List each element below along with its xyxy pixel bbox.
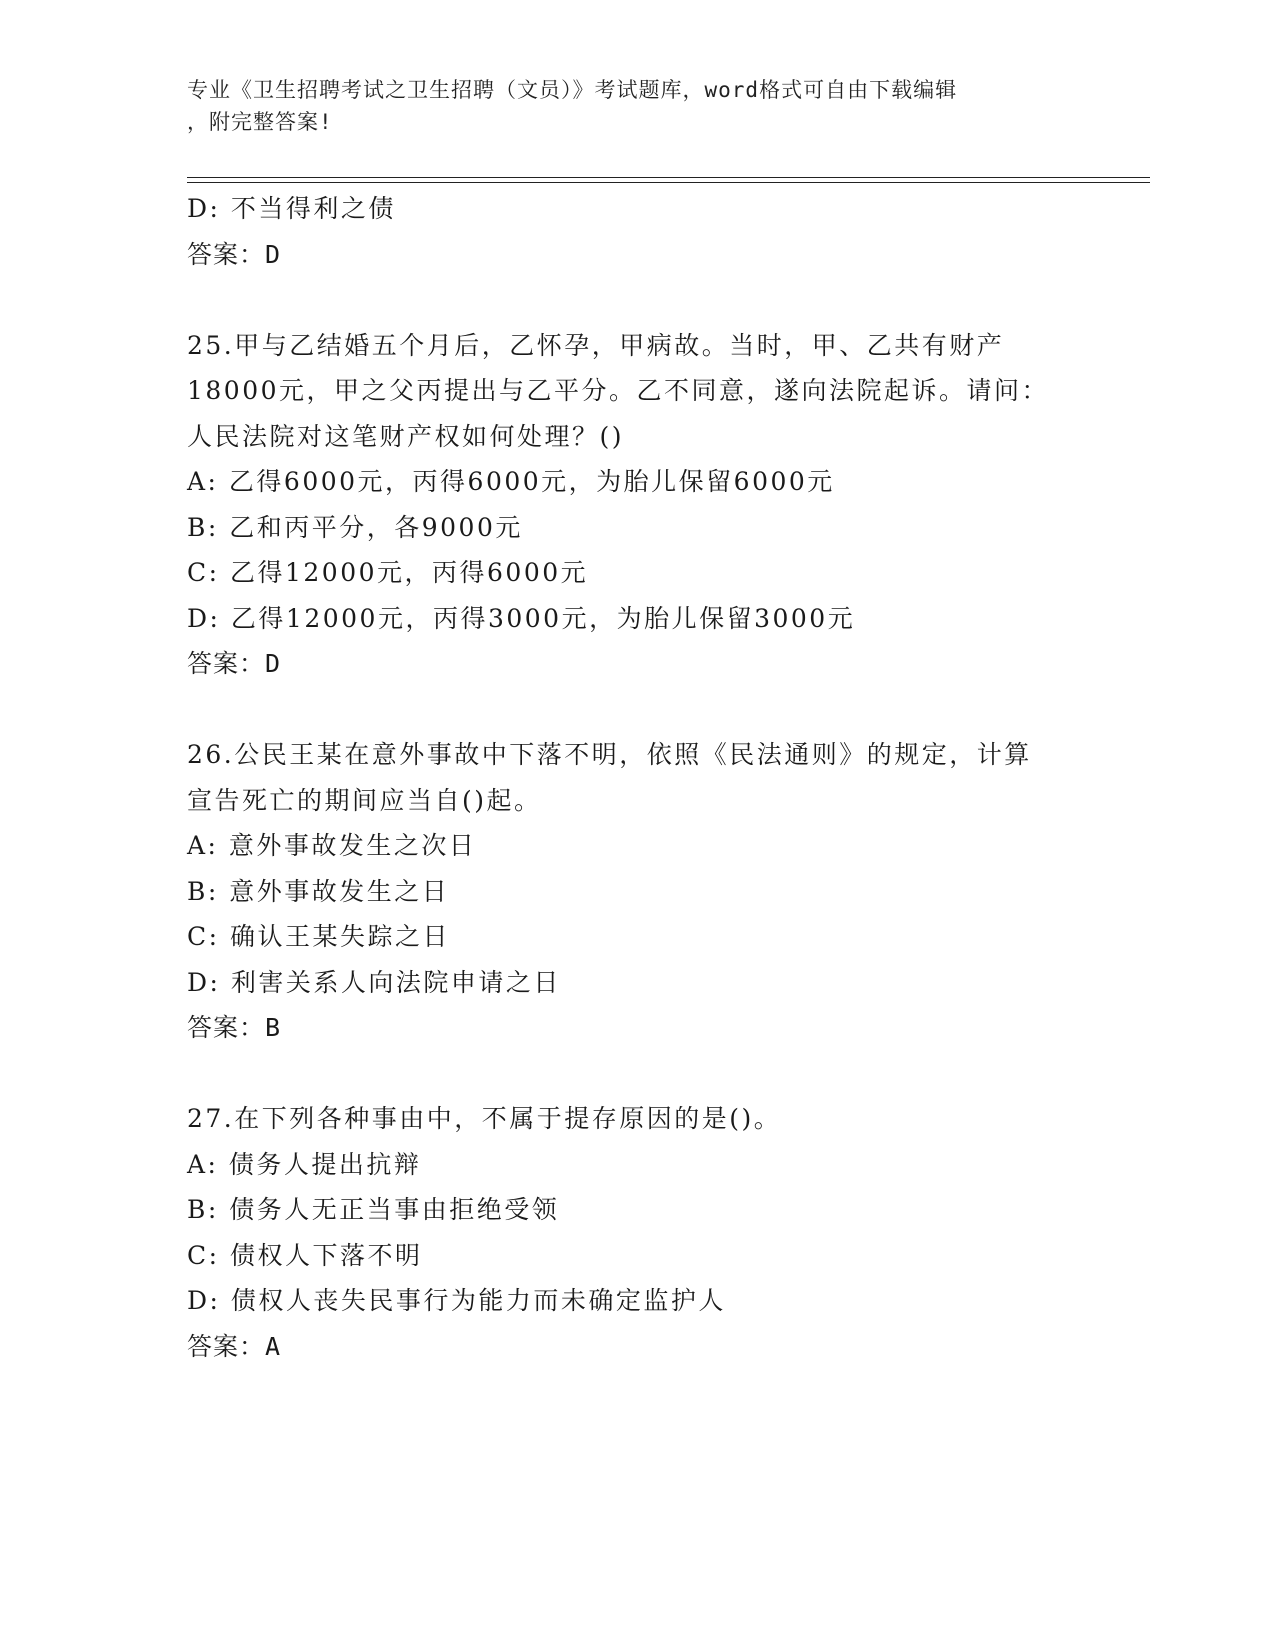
question-stem-line: 25.甲与乙结婚五个月后，乙怀孕，甲病故。当时，甲、乙共有财产 bbox=[187, 330, 1005, 360]
spacer bbox=[187, 1051, 1087, 1097]
question-stem-line: 人民法院对这笔财产权如何处理？() bbox=[187, 421, 625, 451]
option-b: B: 债务人无正当事由拒绝受领 bbox=[187, 1195, 560, 1224]
question-stem-line: 26.公民王某在意外事故中下落不明，依照《民法通则》的规定，计算 bbox=[187, 740, 1032, 769]
question-stem-line: 宣告死亡的期间应当自()起。 bbox=[187, 785, 542, 815]
question-25 bbox=[187, 323, 1087, 687]
spacer bbox=[187, 687, 1087, 733]
question-list bbox=[187, 186, 1087, 1369]
option-d: D: 债权人丧失民事行为能力而未确定监护人 bbox=[187, 1286, 726, 1315]
document-header bbox=[187, 74, 1067, 138]
option-a: A: 债务人提出抗辩 bbox=[187, 1149, 422, 1179]
option-b: B: 意外事故发生之日 bbox=[187, 876, 450, 906]
option-a: A: 意外事故发生之次日 bbox=[187, 831, 477, 860]
option-d: D: 乙得12000元，丙得3000元，为胎儿保留3000元 bbox=[187, 603, 856, 633]
question-27 bbox=[187, 1096, 1087, 1369]
header-line-1: 专业《卫生招聘考试之卫生招聘（文员）》考试题库，word格式可自由下载编辑 bbox=[187, 78, 958, 102]
option-a: A: 乙得6000元，丙得6000元，为胎儿保留6000元 bbox=[187, 467, 835, 496]
answer-line: 答案：A bbox=[187, 1331, 282, 1361]
question-stem-line: 18000元，甲之父丙提出与乙平分。乙不同意，遂向法院起诉。请问： bbox=[187, 376, 1050, 405]
question-26 bbox=[187, 732, 1087, 1051]
question-stem-line: 27.在下列各种事由中，不属于提存原因的是()。 bbox=[187, 1104, 782, 1133]
header-divider-top bbox=[187, 177, 1150, 178]
option-c: C: 乙得12000元，丙得6000元 bbox=[187, 558, 589, 587]
header-line-2: ，附完整答案! bbox=[187, 110, 333, 134]
option-b: B: 乙和丙平分，各9000元 bbox=[187, 512, 523, 542]
previous-question-tail bbox=[187, 186, 1087, 277]
answer-line: 答案：B bbox=[187, 1013, 282, 1042]
spacer bbox=[187, 277, 1087, 323]
answer-line: 答案：D bbox=[187, 649, 282, 678]
option-d: D: 不当得利之债 bbox=[187, 194, 396, 223]
option-c: C: 确认王某失踪之日 bbox=[187, 922, 450, 951]
answer-line: 答案：D bbox=[187, 239, 282, 269]
option-d: D: 利害关系人向法院申请之日 bbox=[187, 967, 561, 997]
option-c: C: 债权人下落不明 bbox=[187, 1240, 423, 1270]
header-divider-bottom bbox=[187, 182, 1150, 183]
